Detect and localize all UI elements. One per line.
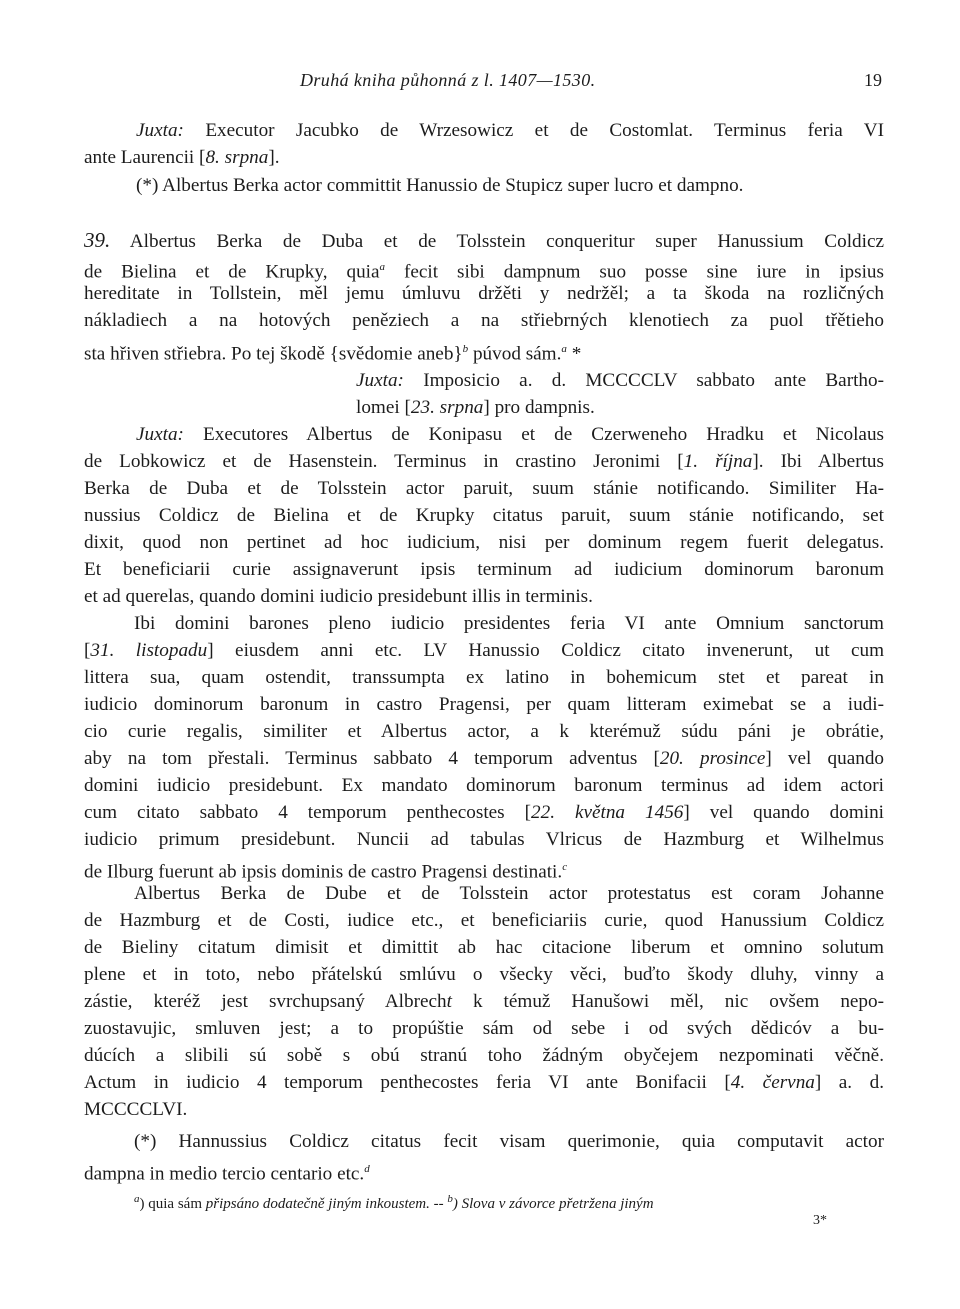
text-line: (*) Hannussius Coldicz citatus fecit visam querimonie, quia computavit actor [134, 1131, 884, 1152]
text-line: de Bielina et de Krupky, quia$^a$ fecit sibi dampnum suo posse sine iure in ipsius [84, 261, 884, 283]
text-line: ante Laurencii [8. srpna]. [84, 147, 280, 168]
footnote-ref: c [562, 861, 568, 873]
text-line: (*) Albertus Berka actor committit Hanussio de Stupicz super lucro et dampno. [136, 175, 744, 196]
text-line: hereditate in Tollstein, měl jemu úmluvu držěti y nedržěl; a ta škoda na rozličných [84, 283, 884, 304]
text-line: Juxta: Executores Albertus de Konipasu et de Czerweneho Hradku et Nicolaus [136, 424, 884, 445]
text-line: nussius Coldicz de Bielina et de Krupky citatus paruit, suum stánie notificando, set [84, 505, 884, 526]
text-line: cum citato sabbato 4 temporum penthecostes [22. května 1456] vel quando domini [84, 802, 884, 823]
text-line: de Lobkowicz et de Hasenstein. Terminus in crastino Jeronimi [1. října]. Ibi Albertus [84, 451, 884, 472]
text-line: iudicio dominorum baronum in castro Pragensi, per quam litteram eximebat se a iudi- [84, 694, 884, 715]
text-line: Ibi domini barones pleno iudicio presidentes feria VI ante Omnium sanctorum [134, 613, 884, 634]
footnote-ref: a [379, 261, 386, 273]
text-line: nákladiech a na hotových peněziech a na střiebrných klenotiech za puol třětieho [84, 310, 884, 331]
text-line: de Bieliny citatum dimisit et dimittit ab hac citacione liberum et omnino solutum [84, 937, 884, 958]
text-line: littera sua, quam ostendit, transsumpta ex latino in bohemicum stet et pareat in [84, 667, 884, 688]
text-line: de Hazmburg et de Costi, iudice etc., et beneficiariis curie, quod Hanussium Coldicz [84, 910, 884, 931]
text-line: dúcích a slibili sú sobě s obú stranú toho žádným obyčejem nezpominati věčně. [84, 1045, 884, 1066]
page-header [300, 70, 882, 98]
text-line: [31. listopadu] eiusdem anni etc. LV Hanussio Coldicz citato invenerunt, ut cum [84, 640, 884, 661]
text-line: zuostavujic, smluven jest; a to propúštie sám od sebe i od svých dědicóv a bu- [84, 1018, 884, 1039]
text-line: sta hřiven střiebra. Po tej škodě {svědomie aneb}$^b$ púvod sám.$^a$ * [84, 343, 582, 365]
text-line: zástie, kteréž jest svrchupsaný Albrecht k témuž Hanušowi měl, nic ovšem nepo- [84, 991, 885, 1012]
text-line: aby na tom přestali. Terminus sabbato 4 temporum adventus [20. prosince] vel quando [84, 748, 885, 769]
page-number: 19 [864, 70, 882, 90]
text-line: Et beneficiarii curie assignaverunt ipsis terminum ad iudicium dominorum baronum [84, 559, 884, 580]
running-title: Druhá kniha půhonná z l. 1407—1530. [300, 70, 596, 90]
text-line: 39. Albertus Berka de Duba et de Tolsstein conqueritur super Hanussium Coldicz [84, 228, 884, 252]
text-line: iudicio primum presidebunt. Nuncii ad tabulas Vlricus de Hazmburg et Wilhelmus [84, 829, 884, 850]
footnote-ref: d [364, 1163, 370, 1175]
footnote-ref: b [462, 343, 469, 355]
text-line: lomei [23. srpna] pro dampnis. [356, 397, 595, 418]
text-line: dampna in medio tercio centario etc.$^d$ [84, 1163, 370, 1185]
text-line: plene et in toto, nebo přátelskú smlúvu o všecky věci, buďto škody dluhy, vinny a [84, 964, 884, 985]
text-line: Berka de Duba et de Tolsstein actor paruit, suum stánie notificando. Similiter Ha- [84, 478, 884, 499]
text-line: Albertus Berka de Dube et de Tolsstein actor protestatus est coram Johanne [134, 883, 884, 904]
text-line: dixit, quod non pertinet ad hoc iudicium, nisi per dominum regem fuerit delegatus. [84, 532, 884, 553]
text-line: MCCCCLVI. [84, 1099, 188, 1120]
footnote-ref: a [561, 343, 567, 355]
footnotes: $^a$) quia sám připsáno dodatečně jiným inkoustem. -- $^b$) Slova v závorce přetržena jiným [134, 1193, 654, 1212]
signature-mark: 3* [813, 1213, 827, 1228]
entry-number: 39. [84, 228, 111, 252]
text-line: Actum in iudicio 4 temporum penthecostes feria VI ante Bonifacii [4. června] a. d. [84, 1072, 884, 1093]
text-line: de Ilburg fuerunt ab ipsis dominis de castro Pragensi destinati.$^c$ [84, 861, 568, 883]
text-line: Juxta: Executor Jacubko de Wrzesowicz et de Costomlat. Terminus feria VI [136, 120, 885, 141]
text-line: cio curie regalis, similiter et Albertus actor, a k kterémuž súdu páni je obrátie, [84, 721, 884, 742]
text-line: et ad querelas, quando domini iudicio presidebunt illis in terminis. [84, 586, 593, 607]
text-line: domini iudicio presidebunt. Ex mandato dominorum baronum terminus ad idem actori [84, 775, 884, 796]
text-line: Juxta: Imposicio a. d. MCCCCLV sabbato ante Bartho- [356, 370, 884, 391]
